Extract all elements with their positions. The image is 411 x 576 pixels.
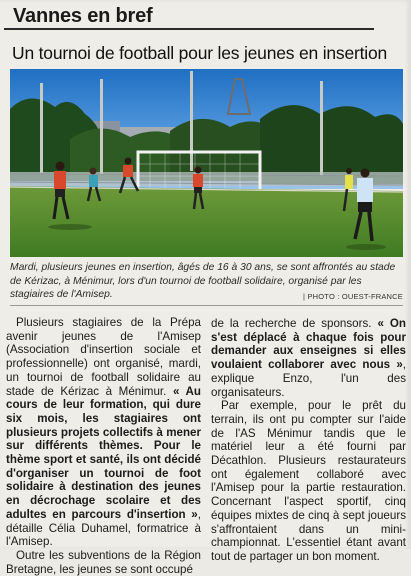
article-column-right [211, 317, 406, 564]
section-title: Vannes en bref [13, 5, 153, 27]
quote: « Au cours de leur formation, qui dure six mois, les stagiaires ont plusieurs projets collectifs à mener sur différents thèmes. Pour le thème sport et santé, ils ont décidé d'organiser un tournoi de foot solidaire à destination des jeunes en décrochage scolaire et des adultes en parcours d'insertion » [6, 384, 201, 521]
paragraph: Outre les subventions de la Région Bretagne, les jeunes se sont occupé [6, 548, 201, 576]
article-headline: Un tournoi de football pour les jeunes en insertion [12, 43, 388, 63]
quote: « On s'est déplacé à chaque fois pour demander aux enseignes si elles voulaient collaborer avec nous » [211, 317, 406, 372]
article-column-left [6, 316, 201, 576]
text-run: , explique Enzo, l'un des organisateurs. [211, 358, 406, 399]
photo-caption: Mardi, plusieurs jeunes en insertion, âgés de 16 à 30 ans, se sont affrontés au stade de Kérizac, à Ménimur, lors d'un tournoi de football solidaire, organisé par les stagiaires de l'Amisep. [10, 262, 396, 300]
article-photo [10, 69, 403, 257]
text-run: de la recherche de sponsors. [211, 317, 378, 330]
paragraph: Par exemple, pour le prêt du terrain, ils ont pu compter sur l'aide de l'AS Ménimur tandis que le matériel leur a été fourni par Décathlon. Plusieurs restaurateurs ont également collaboré avec l'Amisep pour la partie restauration. Concernant l'aspect sportif, cinq équipes mixtes de cinq à sept joueurs s'affrontaient dans un mini-championnat. L'essentiel étant avant tout de partager un bon moment. [211, 399, 406, 563]
text-run: , détaille Célia Duhamel, formatrice à l'Amisep. [6, 507, 201, 549]
divider [10, 305, 403, 306]
paragraph [6, 316, 201, 549]
paragraph [211, 317, 406, 399]
text-run: Plusieurs stagiaires de la Prépa avenir jeunes de l'Amisep (Association d'insertion sociale et professionnelle) ont organisé, mardi, un tournoi de football solidaire au stade de Kérizac à Ménimur. [6, 316, 201, 398]
photo-credit: | PHOTO : OUEST-FRANCE [303, 292, 403, 301]
section-header [4, 4, 374, 30]
